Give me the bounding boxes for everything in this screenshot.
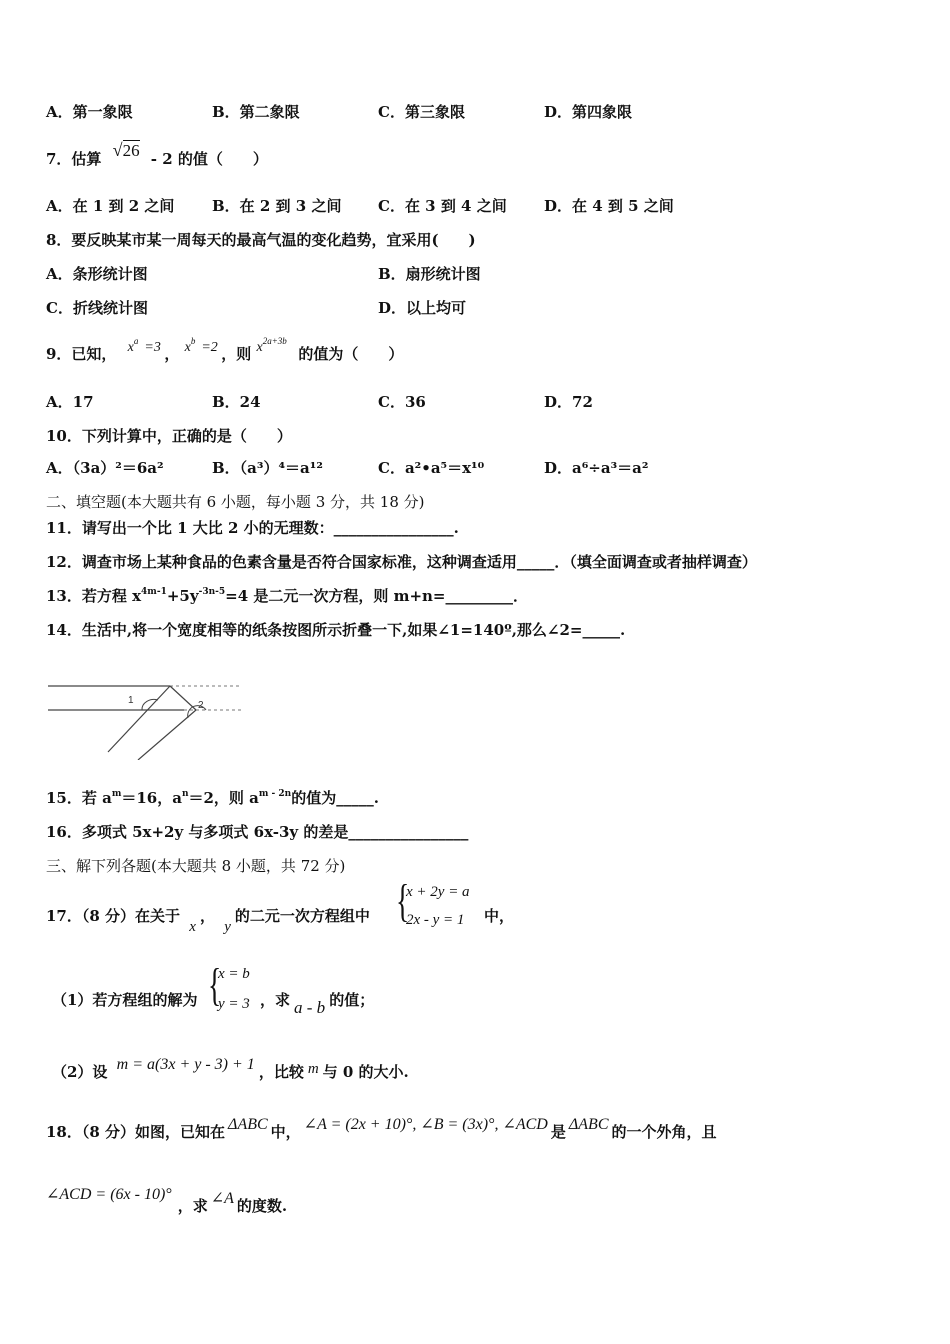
section2-heading: 二、填空题(本大题共有 6 小题，每小题 3 分，共 18 分) (46, 493, 425, 511)
q9-eq1: $x^a =3$ (127, 336, 161, 355)
q17-part1-brace: { (208, 959, 222, 1010)
q11: 11．请写出一个比 1 大比 2 小的无理数：________________. (46, 519, 459, 537)
q9-comma: ， (164, 345, 180, 363)
q9-mid: ，则 (221, 345, 252, 363)
q7-option-c: C．在 3 到 4 之间 (378, 197, 507, 215)
q18-line2: ∠ACD = (6x - 10)°，求 ∠A 的度数. (46, 1186, 288, 1215)
q6-option-c: C．第三象限 (378, 103, 465, 121)
q14: 14．生活中,将一个宽度相等的纸条按图所示折叠一下,如果∠1=140º,那么∠2=_____. (46, 621, 626, 639)
q6-option-b: B．第二象限 (212, 103, 300, 121)
q9-option-b: B．24 (212, 393, 261, 411)
q8-option-b: B．扇形统计图 (378, 265, 481, 283)
q6-option-a: A．第一象限 (46, 103, 133, 121)
fold-line (170, 686, 196, 710)
q9-option-d: D．72 (544, 393, 593, 411)
q12: 12．调查市场上某种食品的色素含量是否符合国家标准，这种调查适用_____．（填全面调查或者抽样调查） (46, 553, 757, 571)
q9-suffix: 的值为（ ） (298, 345, 404, 363)
q9-prefix: 9．已知， (46, 345, 117, 363)
q17-part1-rest: ，求 a - b 的值； (260, 991, 375, 1017)
q17-part1: （1）若方程组的解为 (52, 991, 198, 1009)
q8-stem: 8．要反映某市某一周每天的最高气温的变化趋势，宜采用( ) (46, 231, 476, 249)
q16: 16．多项式 5x+2y 与多项式 6x-3y 的差是________________ (46, 823, 469, 841)
q17-system-brace: { (396, 875, 410, 926)
q6-option-d: D．第四象限 (544, 103, 633, 121)
q9-eq2: $x^b =2$ (184, 336, 218, 355)
q7-stem (46, 140, 268, 169)
q10-stem: 10．下列计算中，正确的是（ ） (46, 427, 292, 445)
q15: 15．若 $a^m=16$，$a^n=2$，则 $a^{m - 2n}$的值为_____. (46, 789, 379, 807)
q9-stem (46, 336, 404, 366)
q17-part1-eq1: x = b (218, 966, 250, 982)
q8-option-c: C．折线统计图 (46, 299, 148, 317)
q10-option-b: B．（a³）⁴＝a¹² (212, 459, 323, 477)
folded-edge-1 (108, 686, 170, 752)
folded-strip-figure (46, 680, 246, 760)
q8-option-a: A．条形统计图 (46, 265, 148, 283)
q7-option-d: D．在 4 到 5 之间 (544, 197, 674, 215)
folded-edge-2 (138, 710, 196, 760)
angle-1-label: 1 (128, 695, 134, 706)
q8-option-d: D．以上均可 (378, 299, 467, 317)
q18-stem: 18．（8 分）如图，已知在 ΔABC 中， ∠A = (2x + 10)°, ∠B = (3x)°, ∠ACD 是 ΔABC 的一个外角，且 (46, 1116, 717, 1141)
q13: 13．若方程 $x^{4m-1}+5y^{-3n-5}=4$ 是二元一次方程，则 m+n=_________． (46, 587, 528, 605)
q7-option-b: B．在 2 到 3 之间 (212, 197, 342, 215)
q7-prefix: 7．估算 (46, 150, 102, 168)
q9-expr: $x^{2a+3b}$ (256, 336, 287, 355)
q17-stem: 17．（8 分）在关于 x， y的二元一次方程组中 (46, 907, 370, 935)
q7-suffix: - 2 的值（ ） (150, 150, 268, 168)
q7-option-a: A．在 1 到 2 之间 (46, 197, 175, 215)
q10-option-a: A．（3a）²＝6a² (46, 459, 164, 477)
q9-option-a: A．17 (46, 393, 94, 411)
q10-option-d: D．a⁶÷a³＝a² (544, 459, 649, 477)
q17-system-eq1: x + 2y = a (406, 884, 470, 900)
section3-heading: 三、解下列各题(本大题共 8 小题，共 72 分) (46, 857, 346, 875)
q17-stem-end: 中， (484, 907, 515, 925)
q17-part1-eq2: y = 3 (218, 996, 250, 1012)
q17-part2: （2）设 m = a(3x + y - 3) + 1 ，比较 m 与 0 的大小. (52, 1056, 409, 1081)
q17-system-eq2: 2x - y = 1 (406, 912, 465, 928)
q7-radicand: 26 (122, 141, 140, 160)
q9-option-c: C．36 (378, 393, 426, 411)
angle-2-label: 2 (198, 700, 204, 711)
sqrt-expression: √26 (112, 140, 140, 160)
q10-option-c: C．a²•a⁵＝x¹⁰ (378, 459, 485, 477)
